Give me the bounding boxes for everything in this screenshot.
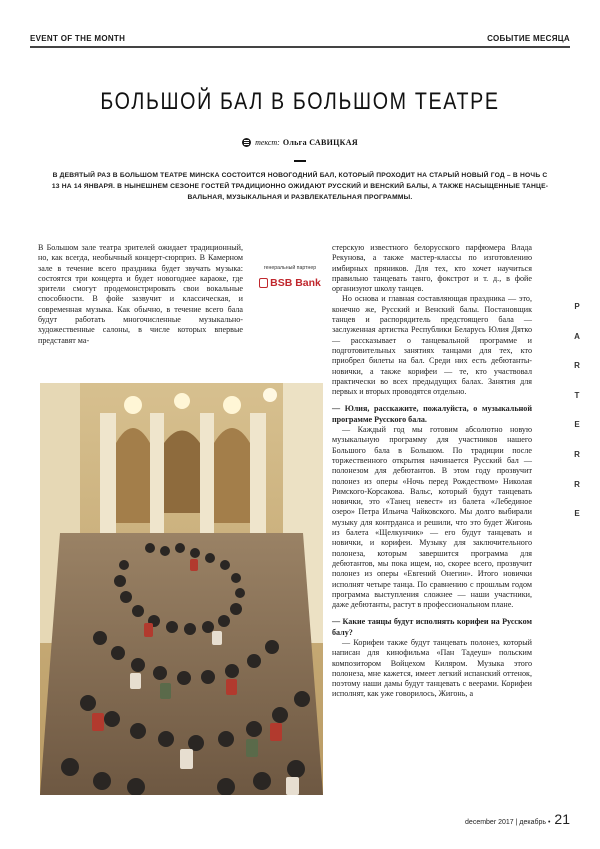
lead-paragraph — [30, 170, 570, 203]
side-section-label — [570, 292, 584, 529]
side-letter: T — [574, 390, 580, 400]
page-footer — [465, 811, 570, 827]
lead-line: ВАЛЬНАЯ, МУЗЫКАЛЬНАЯ И РАЗВЛЕКАТЕЛЬНАЯ ПРОГРАММЫ. — [187, 194, 413, 201]
byline-author: Ольга САВИЦКАЯ — [282, 138, 358, 147]
bank-mark-icon — [259, 278, 268, 288]
header-rule — [30, 46, 570, 48]
ballroom-photo-illustration — [40, 383, 323, 795]
ballroom-photo — [40, 383, 323, 795]
page-number: 21 — [554, 811, 570, 827]
article-title: БОЛЬШОЙ БАЛ В БОЛЬШОМ ТЕАТРЕ — [100, 88, 500, 115]
body-paragraph: Но основа и главная составляющая праздника — это, конечно же, Русский и Венский балы. Постановщик танцев и распорядитель предстоящего бала — заслуженная артистка Республики Беларусь Юлия Дятко — рассказывает о танцевальной программе и подготовительных занятиях танцами для тех, кто приобрел билеты на бал. Среди них есть дебютанты-новички, а также корифеи — те, кто участвовал практически во всех предыдущих балах. Занятия для первых и вторых проводятся отдельно. — [332, 294, 532, 397]
lead-line: 13 НА 14 ЯНВАРЯ. В НЫНЕШНЕМ СЕЗОНЕ ГОСТЕЙ ТРАДИЦИОННО ОЖИДАЮТ РУССКИЙ И ВЕНСКИЙ БАЛЫ, А ТАКЖЕ НАСЫЩЕННЫЕ ТАНЦЕ- — [51, 183, 549, 190]
sponsor-block — [250, 265, 330, 289]
body-paragraph: стерскую известного белорусского парфюмера Влада Рекунова, а также мастер-классы по изготовлению имбирных пряников. Для тех, кто хочет научиться правильно танцевать танго, фокстрот и т. д., в фойе организуют школу танцев. — [332, 243, 532, 294]
sponsor-caption: генеральный партнер — [263, 265, 317, 271]
column-left — [38, 243, 243, 346]
interview-question: — Какие танцы будут исполнять корифеи на Русском балу? — [332, 617, 532, 637]
side-letter: R — [574, 479, 580, 489]
pen-icon — [242, 138, 251, 147]
side-letter: P — [574, 302, 580, 311]
side-letter: A — [574, 331, 580, 341]
byline — [0, 138, 600, 147]
sponsor-logo-text: BSB Bank — [270, 277, 321, 289]
bsb-bank-logo — [250, 277, 330, 289]
interview-answer: — Каждый год мы готовим абсолютно новую музыкальную программу для участников нашего Большого бала в Большом. По традиции после торжественного открытия начинается Русский бал — полонезом для дебютантов. В этом году прозвучит полонез из оперы «Ночь перед Рождеством» Николая Римского-Корсакова. Вальс, который будут танцевать новички, это «Танец невест» из балета «Лебединое озеро» Петра Ильича Чайковского. Мы долго выбирали музыку для контрданса и решили, что это будет Жигонь из балета «Щелкунчик» — его будут танцевать и новички, и корифеи. Музыку для заключительного полонеза, которым завершится программа для дебютантов, мы пока ищем, но, скорее всего, прозвучит полонез из оперы «Евгений Онегин». Итого новички исполнят четыре танца. По сравнению с прошлым годом программа выступления сложнее — наши участники, даже дебютанты, растут в профессиональном плане. — [332, 425, 532, 610]
section-label-ru: СОБЫТИЕ МЕСЯЦА — [487, 34, 570, 43]
issue-date: december 2017 | декабрь • — [465, 819, 551, 826]
body-paragraph: В Большом зале театра зрителей ожидает традиционный, но, как всегда, необычный концерт-сюрприз. В Камерном зале в течение всего праздника будет звучать музыка: состоятся три концерта и будет новогоднее караоке, где зрители смогут продемонстрировать свои вокальные способности. В фойе зазвучит и классическая, и современная музыка. Как обычно, в течение всего бала будут работать многочисленные музыкально-художественные салоны, в числе которых впервые представят ма- — [38, 243, 243, 345]
side-letter: R — [574, 449, 580, 459]
side-letter: R — [574, 361, 580, 371]
interview-question: — Юлия, расскажите, пожалуйста, о музыкальной программе Русского бала. — [332, 404, 532, 424]
section-label-en: EVENT OF THE MONTH — [30, 34, 126, 43]
title-divider — [294, 160, 306, 162]
column-right — [332, 243, 532, 700]
lead-line: В ДЕВЯТЫЙ РАЗ В БОЛЬШОМ ТЕАТРЕ МИНСКА СОСТОИТСЯ НОВОГОДНИЙ БАЛ, КОТОРЫЙ ПРОХОДИТ НА СТАРЫЙ НОВЫЙ ГОД – В НОЧЬ С — [52, 172, 548, 179]
interview-answer: — Корифеи также будут танцевать полонез, который написан для кинофильма «Пан Тадеуш» польским композитором Войцехом Киляром. Музыка этого полонеза, мне кажется, имеет легкий испанский оттенок, поэтому наши дамы будут танцевать с веерами. Корифеи исполнят, как уже говорилось, Жигонь, а — [332, 637, 532, 699]
byline-label: текст: — [255, 138, 280, 147]
side-letter: E — [574, 420, 580, 430]
side-letter: E — [574, 509, 580, 519]
